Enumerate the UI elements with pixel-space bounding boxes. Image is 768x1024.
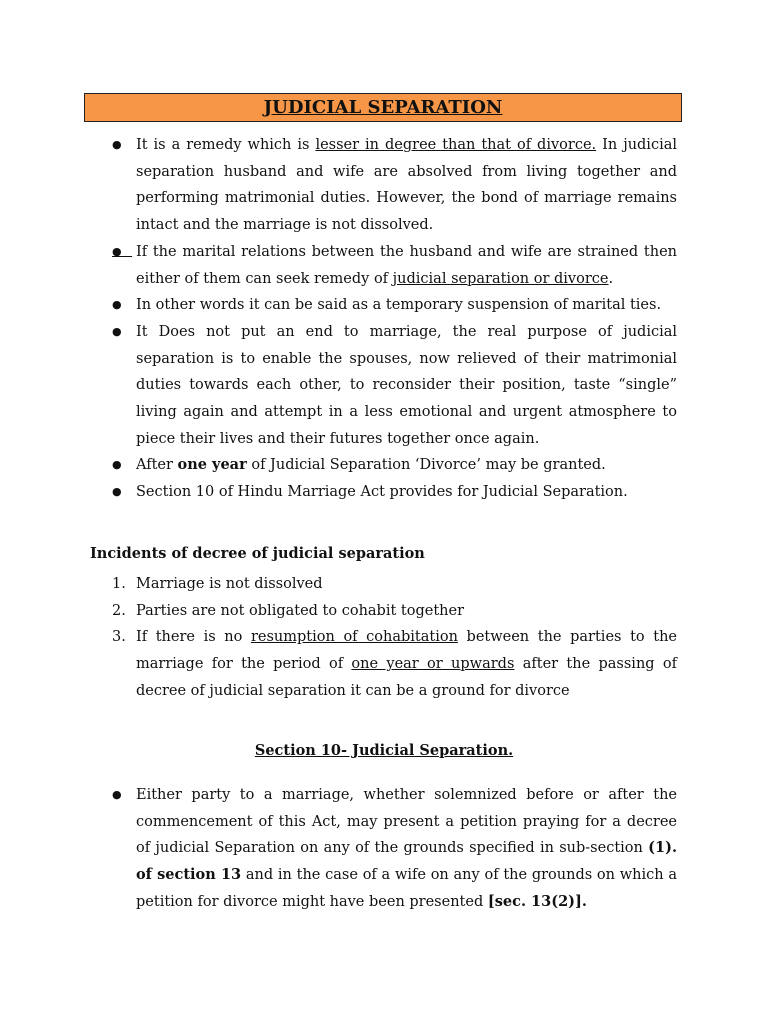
- underlined-phrase: judicial separation or divorce: [392, 270, 609, 287]
- list-item: ● If the marital relations between the husband and wife are strained then either of them can seek remedy of judicial separation or divorce.: [0, 239, 677, 292]
- underlined-phrase: resumption of cohabitation: [250, 629, 458, 646]
- list-item: ● After one year of Judicial Separation ‘Divorce’ may be granted.: [0, 452, 677, 479]
- list-item: 3. If there is no resumption of cohabitation between the parties to the marriage for the period of one year or upwards after the passing of decree of judicial separation it can be a ground for divorce: [112, 629, 677, 699]
- list-item: 1. Marriage is not dissolved: [112, 576, 323, 592]
- list-item: ● Section 10 of Hindu Marriage Act provides for Judicial Separation.: [0, 479, 677, 506]
- list-item: ● It is a remedy which is lesser in degree than that of divorce. In judicial separation husband and wife are absolved from living together and performing matrimonial duties. However, the bond of marriage remains intact and the marriage is not dissolved.: [0, 132, 677, 239]
- list-item: 2. Parties are not obligated to cohabit together: [112, 602, 465, 619]
- underlined-phrase: lesser in degree than that of divorce.: [315, 137, 597, 153]
- section-10-heading: Section 10- Judicial Separation.: [254, 742, 514, 759]
- incidents-list: [0, 571, 677, 705]
- bullet-list-intro: [0, 132, 677, 506]
- title-banner: [84, 93, 682, 122]
- bold-phrase: (1). of section 13: [136, 839, 677, 884]
- page-title: JUDICIAL SEPARATION: [263, 97, 503, 118]
- underlined-phrase: one year or upwards: [351, 656, 515, 673]
- list-item: ● It Does not put an end to marriage, the real purpose of judicial separation is to enable the spouses, now relieved of their matrimonial duties towards each other, to reconsider their position, taste “single” living again and attempt in a less emotional and urgent atmosphere to piece their lives and their futures together once again.: [0, 319, 677, 453]
- list-item: ● In other words it can be said as a temporary suspension of marital ties.: [0, 292, 677, 319]
- incidents-heading: Incidents of decree of judicial separation: [90, 545, 425, 562]
- bullet-list-section-10: [0, 782, 677, 916]
- bold-phrase: one year: [177, 456, 247, 474]
- bold-phrase: [sec. 13(2)].: [487, 892, 587, 910]
- list-item: ● Either party to a marriage, whether solemnized before or after the commencement of this Act, may present a petition praying for a decree of judicial Separation on any of the grounds specified in sub-section (1). of section 13 and in the case of a wife on any of the grounds on which a petition for divorce might have been presented [sec. 13(2)].: [0, 782, 677, 916]
